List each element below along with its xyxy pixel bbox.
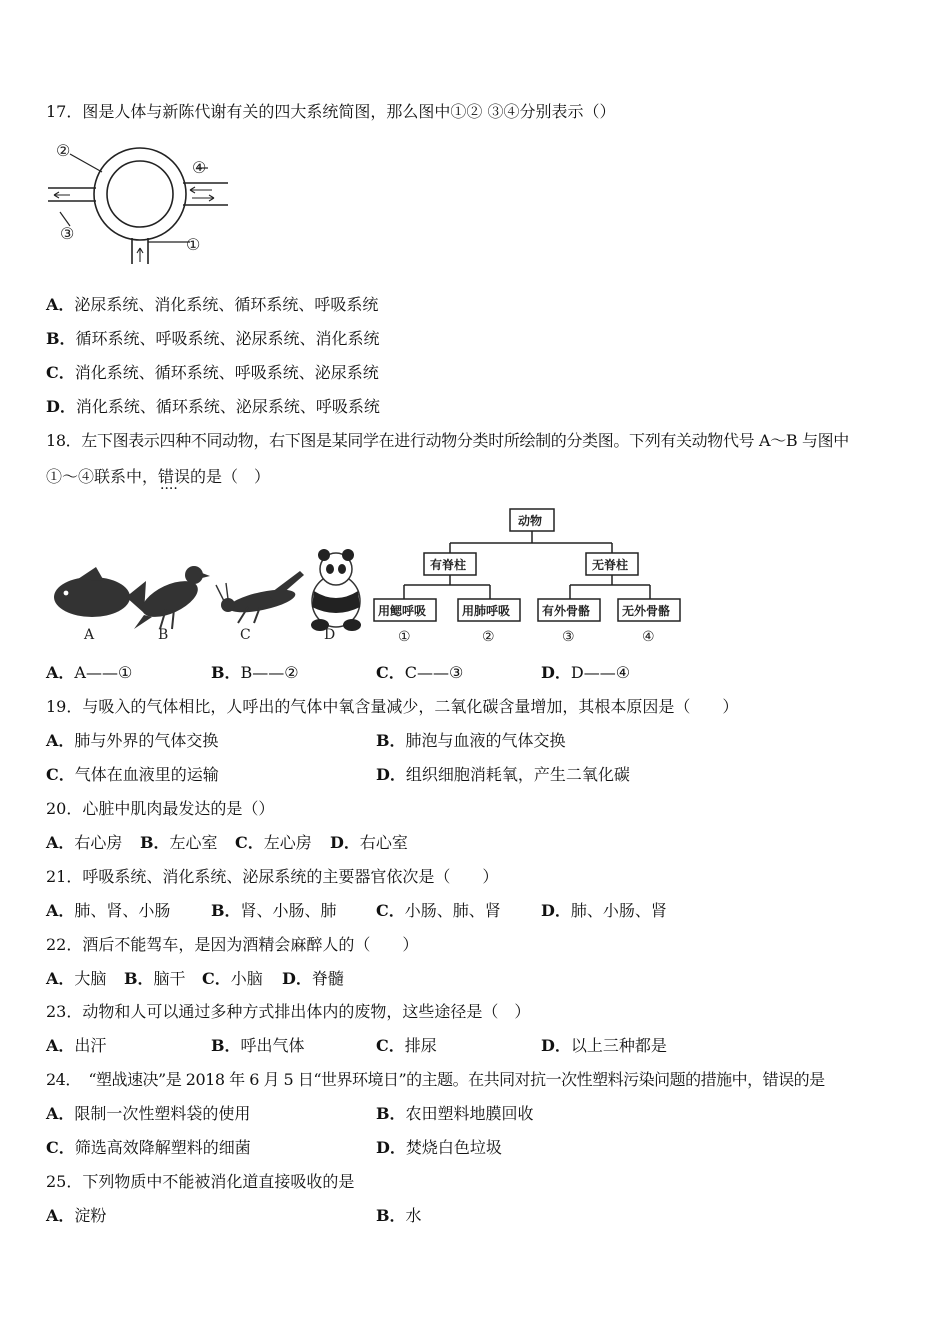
option-letter: B． xyxy=(211,663,241,682)
option-text: 排尿 xyxy=(404,1036,437,1055)
tree-leaf-2: 用肺呼吸 xyxy=(462,604,511,618)
option-text: 脑干 xyxy=(153,969,186,988)
option-text: 消化系统、循环系统、呼吸系统、泌尿系统 xyxy=(74,363,379,382)
q19-option-b xyxy=(376,730,566,752)
option-text: 肺、肾、小肠 xyxy=(74,901,171,920)
option-text: 小脑 xyxy=(230,969,263,988)
tree-root: 动物 xyxy=(518,514,543,528)
option-text: 淀粉 xyxy=(74,1206,107,1225)
animal-label-b: B xyxy=(158,627,169,643)
pigeon-illustration xyxy=(134,566,210,629)
diagram-label-4: ④ xyxy=(192,158,207,177)
option-text: 循环系统、呼吸系统、泌尿系统、消化系统 xyxy=(75,329,380,348)
q18-option-b xyxy=(211,662,299,684)
option-letter: D． xyxy=(282,969,312,988)
q24-option-a xyxy=(46,1103,250,1125)
q22-option-d xyxy=(282,968,344,990)
circulation-outer-ring xyxy=(94,148,186,240)
option-letter: C． xyxy=(376,1036,405,1055)
option-letter: A． xyxy=(46,731,75,750)
q21-option-a xyxy=(46,900,170,922)
tree-leaf-1: 用鳃呼吸 xyxy=(378,604,427,618)
tree-leaf-number-3: ③ xyxy=(562,629,575,645)
q18-option-a xyxy=(46,662,132,684)
option-text: 肺与外界的气体交换 xyxy=(74,731,219,750)
q18-option-d xyxy=(541,662,630,684)
q19-options-row1 xyxy=(46,730,906,752)
option-letter: D． xyxy=(541,1036,571,1055)
q19-option-a xyxy=(46,730,218,752)
option-text: 水 xyxy=(405,1206,422,1225)
q25-options xyxy=(46,1205,906,1227)
option-letter: B． xyxy=(46,329,76,348)
option-letter: A． xyxy=(46,969,75,988)
option-text: 筛选高效降解塑料的细菌 xyxy=(74,1138,251,1157)
q21-option-d xyxy=(541,900,667,922)
option-text: 右心房 xyxy=(74,833,123,852)
q20-stem: 20．心脏中肌肉最发达的是（） xyxy=(46,799,275,818)
option-letter: B． xyxy=(211,1036,241,1055)
option-text: 以上三种都是 xyxy=(570,1036,667,1055)
diagram-label-2: ② xyxy=(56,141,71,160)
option-letter: A． xyxy=(46,663,75,682)
animal-label-d: D xyxy=(324,627,336,643)
q22-option-c xyxy=(202,968,263,990)
option-letter: B． xyxy=(376,1104,406,1123)
option-text: 泌尿系统、消化系统、循环系统、呼吸系统 xyxy=(74,295,379,314)
option-letter: A． xyxy=(46,833,75,852)
option-text: B——② xyxy=(240,663,299,682)
option-letter: D． xyxy=(330,833,360,852)
animal-label-a: A xyxy=(84,627,95,643)
fish-illustration xyxy=(54,567,146,617)
option-text: C——③ xyxy=(404,663,464,682)
q24-option-c xyxy=(46,1137,251,1159)
option-letter: D． xyxy=(46,397,76,416)
q20-option-c xyxy=(235,832,312,854)
q25-option-b xyxy=(376,1205,422,1227)
option-text: A——① xyxy=(74,663,133,682)
option-letter: D． xyxy=(376,765,406,784)
option-letter: C． xyxy=(202,969,231,988)
diagram-label-3: ③ xyxy=(60,224,75,243)
tree-leaf-number-4: ④ xyxy=(642,629,655,645)
q20-option-b xyxy=(140,832,218,854)
q23-option-b xyxy=(211,1035,305,1057)
option-letter: A． xyxy=(46,901,75,920)
option-text: 肾、小肠、肺 xyxy=(240,901,337,920)
option-text: 右心室 xyxy=(359,833,408,852)
tree-leaf-number-2: ② xyxy=(482,629,495,645)
option-text: 脊髓 xyxy=(311,969,344,988)
q24-option-b xyxy=(376,1103,534,1125)
option-text: D——④ xyxy=(570,663,631,682)
option-letter: C． xyxy=(376,901,405,920)
q19-option-c xyxy=(46,764,219,786)
option-letter: B． xyxy=(376,731,406,750)
option-text: 限制一次性塑料袋的使用 xyxy=(74,1104,251,1123)
option-letter: B． xyxy=(376,1206,406,1225)
option-letter: D． xyxy=(541,901,571,920)
q24-stem: 24． “塑战速决”是 2018 年 6 月 5 日“世界环境日”的主题。在共同对抗一次性塑料污染问题的措施中，错误的是 xyxy=(46,1070,825,1089)
q17-diagram xyxy=(40,138,230,268)
option-text: 呼出气体 xyxy=(240,1036,305,1055)
option-letter: B． xyxy=(140,833,170,852)
option-letter: A． xyxy=(46,295,75,314)
option-text: 大脑 xyxy=(74,969,107,988)
option-text: 气体在血液里的运输 xyxy=(74,765,219,784)
q21-stem: 21．呼吸系统、消化系统、泌尿系统的主要器官依次是（ ） xyxy=(46,867,499,886)
option-text: 农田塑料地膜回收 xyxy=(405,1104,534,1123)
q23-options xyxy=(46,1035,906,1057)
option-letter: C． xyxy=(235,833,264,852)
q21-option-c xyxy=(376,900,501,922)
option-letter: C． xyxy=(376,663,405,682)
q18-stem-emphasis: 错误 ···· xyxy=(158,466,190,488)
diagram-label-1: ① xyxy=(186,235,201,254)
option-letter: A． xyxy=(46,1104,75,1123)
q24-option-d xyxy=(376,1137,502,1159)
option-letter: A． xyxy=(46,1036,75,1055)
q18-figure xyxy=(48,505,688,653)
q25-stem: 25．下列物质中不能被消化道直接吸收的是 xyxy=(46,1172,355,1191)
q17-stem: 17．图是人体与新陈代谢有关的四大系统简图，那么图中①② ③④分别表示（） xyxy=(46,102,616,121)
option-letter: D． xyxy=(541,663,571,682)
q18-option-c xyxy=(376,662,463,684)
option-text: 小肠、肺、肾 xyxy=(404,901,501,920)
option-letter: C． xyxy=(46,363,75,382)
option-text: 肺、小肠、肾 xyxy=(570,901,667,920)
option-text: 出汗 xyxy=(74,1036,107,1055)
q24-options-row2 xyxy=(46,1137,906,1159)
q24-options-row1 xyxy=(46,1103,906,1125)
option-letter: B． xyxy=(211,901,241,920)
q22-options xyxy=(46,968,906,990)
q22-stem: 22．酒后不能驾车，是因为酒精会麻醉人的（ ） xyxy=(46,935,419,954)
q20-option-a xyxy=(46,832,122,854)
panda-illustration xyxy=(311,549,361,631)
option-text: 组织细胞消耗氧，产生二氧化碳 xyxy=(405,765,630,784)
option-text: 左心房 xyxy=(263,833,312,852)
q18-stem-line2 xyxy=(46,466,270,488)
q21-options xyxy=(46,900,906,922)
option-letter: A． xyxy=(46,1206,75,1225)
q23-stem: 23．动物和人可以通过多种方式排出体内的废物，这些途径是（ ） xyxy=(46,1002,531,1021)
q23-option-c xyxy=(376,1035,437,1057)
circulation-inner-ring xyxy=(107,161,173,227)
tree-leaf-4: 无外骨骼 xyxy=(622,604,671,618)
q23-option-d xyxy=(541,1035,667,1057)
tree-leaf-number-1: ① xyxy=(398,629,411,645)
option-text: 消化系统、循环系统、泌尿系统、呼吸系统 xyxy=(75,397,380,416)
option-text: 肺泡与血液的气体交换 xyxy=(405,731,566,750)
option-text: 左心室 xyxy=(169,833,218,852)
tree-right: 无脊柱 xyxy=(592,558,629,572)
q18-stem-line1: 18．左下图表示四种不同动物，右下图是某同学在进行动物分类时所绘制的分类图。下列有关动物代号 A～B 与图中 xyxy=(46,431,849,450)
q19-stem: 19．与吸入的气体相比，人呼出的气体中氧含量减少，二氧化碳含量增加，其根本原因是（ ） xyxy=(46,697,739,716)
animal-label-c: C xyxy=(240,627,251,643)
q25-option-a xyxy=(46,1205,106,1227)
q18-stem-post: 的是（ ） xyxy=(190,467,271,486)
tree-leaf-3: 有外骨骼 xyxy=(542,604,591,618)
q18-options xyxy=(46,662,906,684)
option-letter: C． xyxy=(46,1138,75,1157)
q21-option-b xyxy=(211,900,337,922)
option-letter: B． xyxy=(124,969,154,988)
grasshopper-illustration xyxy=(216,571,304,623)
q19-option-d xyxy=(376,764,630,786)
q18-stem-pre: ①～④联系中， xyxy=(46,467,159,486)
q20-option-d xyxy=(330,832,408,854)
option-letter: C． xyxy=(46,765,75,784)
tree-left: 有脊柱 xyxy=(430,558,467,572)
q23-option-a xyxy=(46,1035,106,1057)
q20-options xyxy=(46,832,906,854)
option-text: 焚烧白色垃圾 xyxy=(405,1138,502,1157)
q22-option-a xyxy=(46,968,106,990)
option-letter: D． xyxy=(376,1138,406,1157)
q22-option-b xyxy=(124,968,186,990)
q19-options-row2 xyxy=(46,764,906,786)
